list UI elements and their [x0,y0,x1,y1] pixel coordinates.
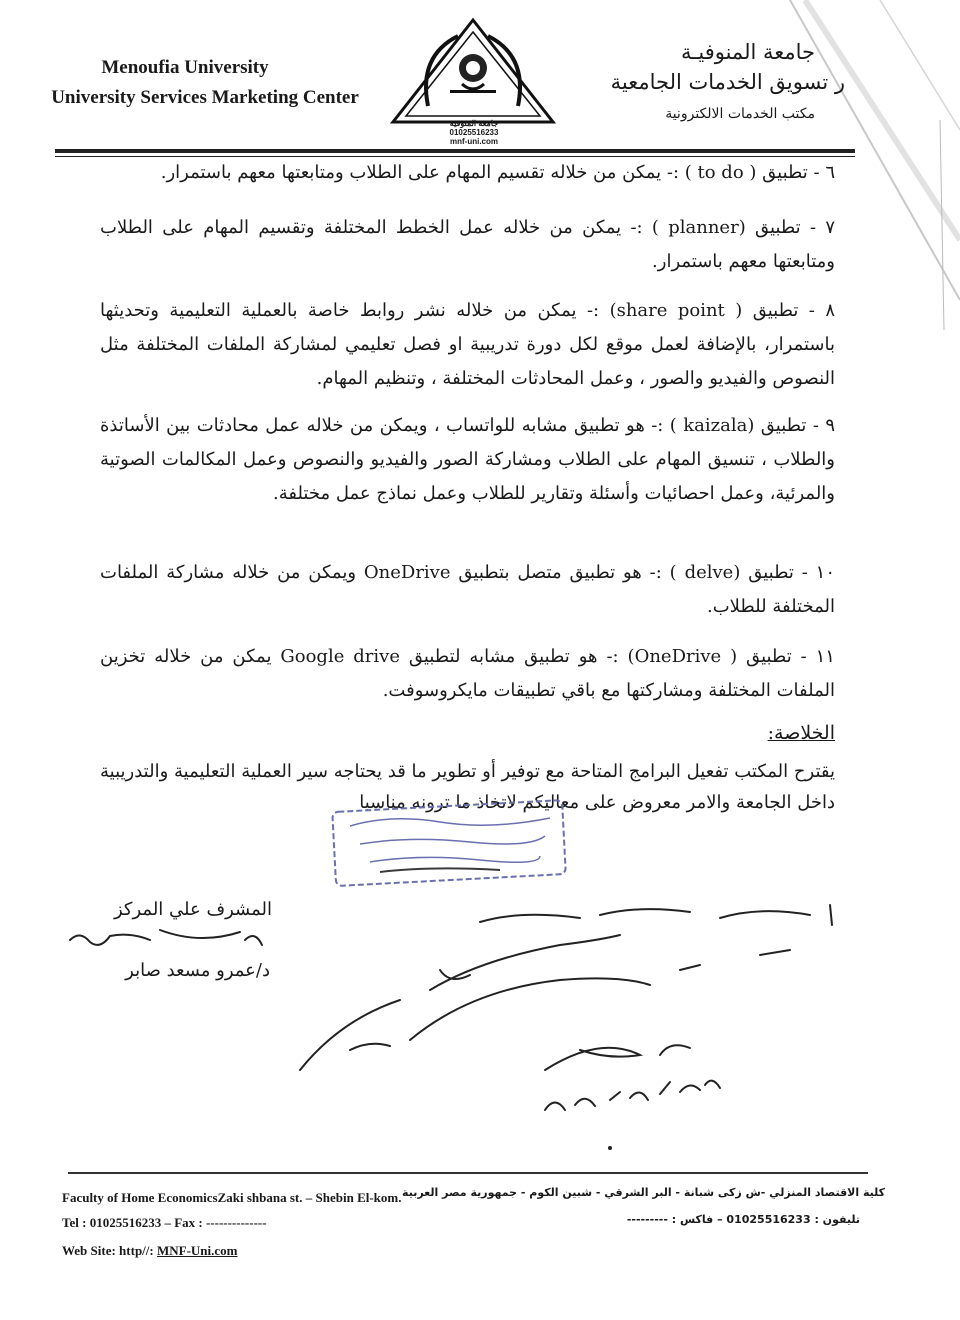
item-6-paragraph: ٦ - تطبيق ( to do ) :- يمكن من خلاله تقسيم المهام على الطلاب ومتابعتها معهم باستمرار. [160,162,835,183]
logo-university: جامعة المنوفية [449,119,499,128]
header-english [25,57,385,109]
item-10-paragraph: ١٠ - تطبيق (delve ) :- هو تطبيق متصل بتطبيق OneDrive ويمكن من خلاله مشاركة الملفات المختلفة للطلاب. [100,562,836,617]
english-university-name: Menoufia University [101,57,269,78]
item-9-paragraph: ٩ - تطبيق (kaizala ) :- هو تطبيق مشابه للواتساب ، ويمكن من خلاله عمل محادثات بين الأساتذة والطلاب ، تنسيق المهام على الطلاب ومشاركة الصور والفيديو والنصوص وعمل المكالمات الصوتية والمرئية، وعمل احصائيات وأسئلة وتقارير للطلاب وعمل نماذج عمل مختلفة. [100,415,835,504]
footer-phone-ar: تليفون : 01025516233 – فاكس : --------- [626,1213,860,1226]
supervisor-title: المشرف علي المركز [113,899,272,920]
arabic-university-name: جامعة المنوفيـة [680,40,815,64]
logo-caption [434,119,514,146]
summary-title: الخلاصة: [767,722,835,744]
footer-website-label: Web Site: http//: [62,1243,157,1258]
footer-address-en: Faculty of Home EconomicsZaki shbana st. – Shebin El-kom. [62,1190,402,1205]
footer-website [62,1243,238,1259]
item-8-paragraph: ٨ - تطبيق ( share point) :- يمكن من خلاله نشر روابط خاصة بالعملية التعليمية وتحديثها باستمرار، بالإضافة لعمل موقع لكل دورة تدريبية او فصل تعليمي لمشاركة الملفات المختلفة مثل النصوص والفيديو والصور ، وعمل المحادثات المختلفة ، وتنظيم المهام. [100,300,835,389]
arabic-center-name: ر تسويق الخدمات الجامعية [610,70,845,94]
item-11-paragraph: ١١ - تطبيق ( OneDrive) :- هو تطبيق مشابه لتطبيق Google drive يمكن من خلاله تخزين الملفات المختلفة ومشاركتها مع باقي تطبيقات مايكروسوفت. [100,646,835,701]
header-divider-thick [55,149,855,153]
english-center-name: University Services Marketing Center [51,87,359,108]
center-logo [388,16,558,134]
header-arabic [585,40,845,122]
supervisor-name: د/عمرو مسعد صابر [125,960,270,981]
received-stamp [330,796,570,888]
arabic-office-name: مكتب الخدمات الالكترونية [665,106,815,122]
footer-phone-en: Tel : 01025516233 – Fax : -------------- [62,1215,267,1230]
logo-site: mnf-uni.com [450,137,498,146]
footer-website-link[interactable]: MNF-Uni.com [156,1243,238,1258]
item-7-paragraph: ٧ - تطبيق (planner ) :- يمكن من خلاله عمل الخطط المختلفة وتقسيم المهام على الطلاب ومتابعتها معهم باستمرار. [100,217,835,272]
summary-paragraph: يقترح المكتب تفعيل البرامج المتاحة مع توفير أو تطوير ما قد يحتاجه سير العملية التعليمية والتدريبية داخل الجامعة والامر معروض على معاليكم لاتخاذ ما ترونه مناسبا [100,761,835,813]
footer-address-ar: كلية الاقتصاد المنزلي -ش زكى شبانة - البر الشرقي - شبين الكوم - جمهورية مصر العربية [402,1186,885,1199]
logo-phone: 01025516233 [449,128,499,137]
footer-divider [68,1172,868,1174]
